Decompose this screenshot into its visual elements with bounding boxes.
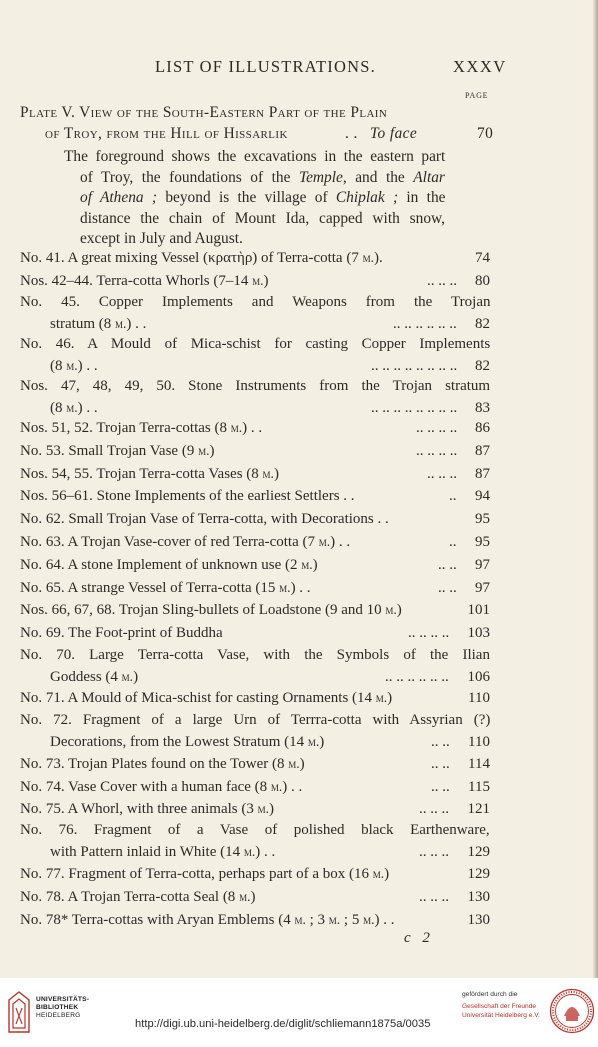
entry-page-number: 87 xyxy=(475,443,490,459)
text-run: No. 45. Copper Implements and Weapons from the Trojan xyxy=(20,294,491,310)
text-run: No. 63. A Trojan Vase-cover of red Terra-cotta (7 xyxy=(20,534,319,550)
illustration-entry xyxy=(20,294,490,315)
unit-abbrev: m. xyxy=(279,580,291,595)
entry-text xyxy=(50,734,324,751)
entry-text xyxy=(20,336,490,353)
text-run: No. 53. Small Trojan Vase (9 xyxy=(20,443,199,459)
dot-leader: .. .. .. .. xyxy=(408,625,450,641)
dot-leader: .. .. .. .. xyxy=(416,420,458,436)
text-run: ; 5 xyxy=(340,912,364,928)
university-seal-icon xyxy=(549,988,595,1034)
unit-abbrev: m. xyxy=(198,443,210,458)
entry-page-number: 121 xyxy=(467,801,490,817)
dot-leader: .. .. .. xyxy=(427,466,457,482)
entry-page-number: 129 xyxy=(467,844,490,860)
text-run: ) xyxy=(396,602,402,618)
entry-text xyxy=(50,316,146,333)
unit-abbrev: m. xyxy=(262,466,274,481)
library-name-line: UNIVERSITÄTS- xyxy=(36,996,90,1003)
illustration-entry xyxy=(20,625,490,646)
italic-text: Altar xyxy=(413,168,445,186)
dot-leader: .. xyxy=(449,488,457,504)
dot-leader: .. xyxy=(449,534,457,550)
entry-text xyxy=(20,466,279,483)
dot-leader: .. .. .. .. .. .. xyxy=(385,669,449,685)
funder-name-line: Gesellschaft der Freunde xyxy=(462,1003,537,1010)
unit-abbrev: m. xyxy=(294,912,306,927)
entry-text xyxy=(20,557,318,574)
entry-page-number: 130 xyxy=(467,912,490,928)
entry-text xyxy=(20,580,311,597)
text-run: No. 77. Fragment of Terra-cotta, perhaps part of a box (16 xyxy=(20,866,373,882)
text-run: ) xyxy=(209,443,215,459)
unit-abbrev: m. xyxy=(372,866,385,881)
text-run: ) xyxy=(299,756,305,772)
text-run: ) xyxy=(312,557,318,573)
text-run: ) xyxy=(263,273,269,289)
funder-name[interactable] xyxy=(462,1002,540,1020)
dot-leader: .. .. xyxy=(431,779,450,795)
text-run: Nos. 42–44. Terra-cotta Whorls (7–14 xyxy=(20,273,253,289)
unit-abbrev: m. xyxy=(362,250,374,265)
text-run: The foreground shows the excavations in the eastern part xyxy=(64,148,446,165)
entry-text xyxy=(20,602,402,619)
unit-abbrev: m. xyxy=(115,316,127,331)
entry-text xyxy=(50,669,138,686)
unit-abbrev: m. xyxy=(318,534,331,549)
text-run: No. 64. A stone Implement of unknown use (2 xyxy=(20,557,302,573)
library-name xyxy=(36,996,89,1020)
unit-abbrev: m. xyxy=(66,400,78,415)
plate-title-line-1: Plate V. View of the South-Eastern Part of the Plain xyxy=(20,104,388,121)
signature-mark: c 2 xyxy=(404,930,434,946)
funded-by-label: gefördert durch die xyxy=(462,991,518,998)
dot-leader: .. .. .. .. .. .. xyxy=(393,316,457,332)
entry-text xyxy=(20,866,389,883)
plate-page-number: 70 xyxy=(477,125,494,142)
text-run: ) xyxy=(319,734,325,750)
entry-page-number: 82 xyxy=(475,316,490,332)
text-run: No. 74. Vase Cover with a human face (8 xyxy=(20,779,271,795)
text-run: (8 xyxy=(50,400,67,416)
entry-text xyxy=(20,822,490,839)
entry-text xyxy=(50,844,275,861)
illustration-entry xyxy=(20,756,490,777)
illustration-entry xyxy=(20,779,490,800)
text-run: No. 70. Large Terra-cotta Vase, with the Symbols of the Ilian xyxy=(20,647,490,663)
entry-page-number: 103 xyxy=(467,625,490,641)
dot-leader: .. .. .. .. .. .. .. .. xyxy=(371,400,458,416)
plate-to-face: To face xyxy=(370,125,418,142)
text-run: No. 72. Fragment of a large Urn of Terrra-cotta with Assyrian (?) xyxy=(20,712,491,728)
illustration-entry xyxy=(20,250,490,271)
text-run: No. 41. A great mixing Vessel (κρατὴρ) of Terra-cotta (7 xyxy=(20,250,363,266)
university-logo-icon xyxy=(7,990,31,1034)
entry-text xyxy=(50,358,98,375)
unit-abbrev: m. xyxy=(257,801,269,816)
unit-abbrev: m. xyxy=(288,756,300,771)
permalink-url[interactable]: http://digi.ub.uni-heidelberg.de/diglit/schliemann1875a/0035 xyxy=(135,1018,431,1030)
entry-page-number: 82 xyxy=(475,358,490,374)
dot-leader: .. .. .. xyxy=(419,889,449,905)
text-run: Decorations, from the Lowest Stratum (14 xyxy=(50,734,308,750)
text-run: ) xyxy=(387,690,393,706)
unit-abbrev: m. xyxy=(385,602,397,617)
text-run: ) . . xyxy=(290,580,311,596)
plate-title-line-2-text: of Troy, from the Hill of Hissarlik xyxy=(45,125,288,142)
illustration-entry xyxy=(50,316,490,337)
entry-page-number: 129 xyxy=(467,866,490,882)
text-run: Nos. 51, 52. Trojan Terra-cottas (8 xyxy=(20,420,231,436)
text-run: ) xyxy=(250,889,256,905)
entry-page-number: 106 xyxy=(467,669,490,685)
illustration-entry xyxy=(20,466,490,487)
entry-text xyxy=(20,647,490,664)
entry-text xyxy=(20,250,383,267)
text-run: No. 71. A Mould of Mica-schist for casting Ornaments (14 xyxy=(20,690,376,706)
text-run: ) . . xyxy=(374,912,395,928)
text-run: (8 xyxy=(50,358,67,374)
text-run: with Pattern inlaid in White (14 xyxy=(50,844,244,860)
text-run: Nos. 66, 67, 68. Trojan Sling-bullets of Loadstone (9 and 10 xyxy=(20,602,386,618)
illustration-entry xyxy=(20,378,490,399)
dot-leader: .. .. .. xyxy=(419,801,449,817)
text-run: ) . . xyxy=(282,779,303,795)
text-run: No. 46. A Mould of Mica-schist for casting Copper Implements xyxy=(20,336,491,352)
entry-text xyxy=(50,400,98,417)
text-run: Goddess (4 xyxy=(50,669,122,685)
entry-page-number: 115 xyxy=(468,779,490,795)
entry-text xyxy=(20,756,305,773)
illustration-entry xyxy=(20,511,490,532)
entry-text xyxy=(20,801,274,818)
illustration-entry xyxy=(20,488,490,509)
unit-abbrev: m. xyxy=(121,669,134,684)
text-run: stratum (8 xyxy=(50,316,115,332)
entry-text xyxy=(20,690,392,707)
unit-abbrev: m. xyxy=(252,273,264,288)
text-run: beyond is the village of xyxy=(157,189,336,206)
italic-text: Chiplak ; xyxy=(335,189,399,206)
italic-text: of Athena ; xyxy=(80,189,158,206)
entry-text xyxy=(20,912,394,929)
unit-abbrev: m. xyxy=(243,844,256,859)
dot-leader: .. .. .. .. xyxy=(416,443,458,459)
entry-page-number: 80 xyxy=(475,273,490,289)
digitization-footer xyxy=(0,978,598,1047)
illustration-entry xyxy=(20,602,490,623)
dot-leader: .. .. xyxy=(431,756,450,772)
entry-page-number: 101 xyxy=(467,602,490,618)
entry-page-number: 97 xyxy=(475,580,490,596)
illustration-entry xyxy=(20,420,490,441)
text-run: No. 76. Fragment of a Vase of polished black Earthenware, xyxy=(20,822,490,838)
unit-abbrev: m. xyxy=(66,358,78,373)
text-run: of Troy, the foundations of the xyxy=(80,168,299,186)
dot-leader: .. .. xyxy=(431,734,450,750)
entry-page-number: 87 xyxy=(475,466,490,482)
text-run: ) . . xyxy=(77,358,98,374)
text-run: Nos. 47, 48, 49, 50. Stone Instruments from the Trojan stratum xyxy=(20,378,491,394)
entry-text xyxy=(20,488,355,505)
text-run: ; 3 xyxy=(305,912,329,928)
text-run: No. 65. A strange Vessel of Terra-cotta (15 xyxy=(20,580,280,596)
illustration-entry xyxy=(20,822,490,843)
running-head-title: LIST OF ILLUSTRATIONS. xyxy=(155,57,376,76)
dot-leader: .. .. xyxy=(438,580,457,596)
entry-page-number: 110 xyxy=(468,734,490,750)
dot-leader: .. .. .. xyxy=(419,844,449,860)
text-run: Nos. 56–61. Stone Implements of the earliest Settlers . . xyxy=(20,488,355,504)
entry-text xyxy=(20,534,350,551)
text-run: Nos. 54, 55. Trojan Terra-cotta Vases (8 xyxy=(20,466,263,482)
entry-text xyxy=(20,273,269,290)
illustration-entry xyxy=(20,866,490,887)
text-run: No. 75. A Whorl, with three animals (3 xyxy=(20,801,258,817)
italic-text: Temple xyxy=(298,168,343,186)
illustration-entry xyxy=(20,712,490,733)
dot-leader: .. .. .. .. .. .. .. .. xyxy=(371,358,458,374)
funder-name-line: Universität Heidelberg e.V. xyxy=(462,1012,540,1019)
illustration-entry xyxy=(20,889,490,910)
text-run: ) xyxy=(269,801,274,817)
text-run: No. 78* Terra-cottas with Aryan Emblems (4 xyxy=(20,912,295,928)
illustration-entry xyxy=(20,273,490,294)
illustration-entry xyxy=(20,801,490,822)
text-run: No. 62. Small Trojan Vase of Terra-cotta, with Decorations . . xyxy=(20,511,389,527)
text-run: ) . . xyxy=(255,844,276,860)
text-run: , and the xyxy=(342,168,414,186)
unit-abbrev: m. xyxy=(239,889,251,904)
entry-page-number: 97 xyxy=(475,557,490,573)
entry-page-number: 95 xyxy=(475,511,490,527)
entry-text xyxy=(20,779,302,796)
library-name-line: HEIDELBERG xyxy=(36,1012,81,1019)
text-run: No. 73. Trojan Plates found on the Tower (8 xyxy=(20,756,289,772)
illustration-entry xyxy=(20,557,490,578)
entry-text xyxy=(20,420,262,437)
entry-page-number: 110 xyxy=(468,690,490,706)
text-run: ). xyxy=(373,250,383,266)
unit-abbrev: m. xyxy=(270,779,283,794)
entry-page-number: 114 xyxy=(468,756,490,772)
plate-leader: . . xyxy=(345,125,358,142)
illustration-entry xyxy=(20,690,490,711)
entry-text xyxy=(20,712,490,729)
illustration-entry xyxy=(20,336,490,357)
unit-abbrev: m. xyxy=(375,690,388,705)
text-run: ) . . xyxy=(77,400,98,416)
unit-abbrev: m. xyxy=(301,557,313,572)
dot-leader: .. .. xyxy=(438,557,457,573)
entry-page-number: 83 xyxy=(475,400,490,416)
illustration-entry xyxy=(20,580,490,601)
entry-page-number: 95 xyxy=(475,534,490,550)
entry-page-number: 130 xyxy=(467,889,490,905)
text-run: distance the chain of Mount Ida, capped with snow, xyxy=(80,209,445,227)
text-run: ) xyxy=(384,866,390,882)
entry-text xyxy=(20,889,255,906)
text-run: ) xyxy=(273,466,279,482)
dot-leader: .. .. .. xyxy=(427,273,457,289)
entry-page-number: 74 xyxy=(475,250,490,266)
illustration-entry xyxy=(50,669,490,690)
illustration-entry xyxy=(20,647,490,668)
entry-text xyxy=(20,443,214,460)
unit-abbrev: m. xyxy=(328,912,341,927)
text-run: except in July and August. xyxy=(80,230,243,247)
unit-abbrev: m. xyxy=(363,912,375,927)
running-head-page-number: XXXV xyxy=(453,57,507,76)
illustration-entry xyxy=(20,443,490,464)
text-run: ) xyxy=(133,669,139,685)
library-name-line: BIBLIOTHEK xyxy=(36,1004,79,1011)
entry-text xyxy=(20,378,490,395)
unit-abbrev: m. xyxy=(230,420,243,435)
text-run: ) . . xyxy=(242,420,263,436)
illustration-entry xyxy=(50,358,490,379)
illustration-entry xyxy=(50,400,490,421)
text-run: No. 69. The Foot-print of Buddha xyxy=(20,625,223,641)
text-run: ) . . xyxy=(330,534,351,550)
unit-abbrev: m. xyxy=(307,734,320,749)
entry-text xyxy=(20,625,223,642)
illustration-entry xyxy=(20,534,490,555)
entry-text xyxy=(20,511,389,528)
entry-page-number: 94 xyxy=(475,488,490,504)
entry-page-number: 86 xyxy=(475,420,490,436)
text-run: No. 78. A Trojan Terra-cotta Seal (8 xyxy=(20,889,240,905)
page-column-label: PAGE xyxy=(465,91,489,100)
illustration-entry xyxy=(50,844,490,865)
illustration-entry xyxy=(50,734,490,755)
text-run: in the xyxy=(398,189,446,206)
entry-text xyxy=(20,294,490,311)
text-run: ) . . xyxy=(126,316,147,332)
